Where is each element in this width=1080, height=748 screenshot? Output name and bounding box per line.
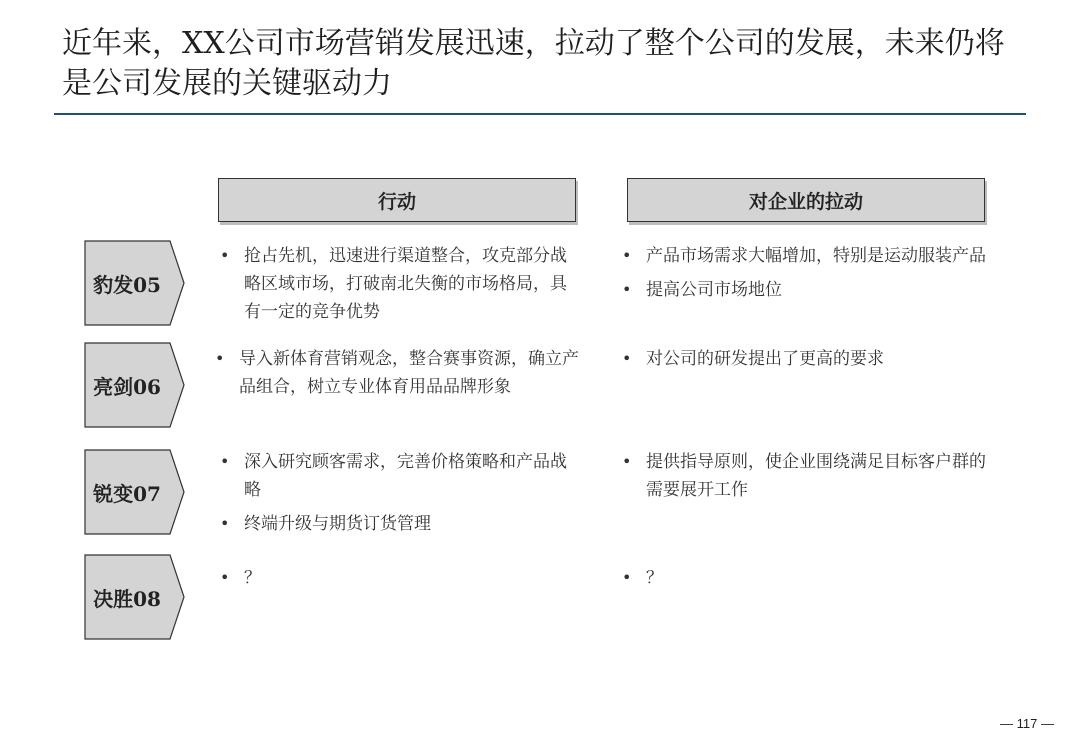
column-header-impact: 对企业的拉动 [627, 178, 985, 222]
row-label-text: 豹发05 [93, 272, 161, 297]
row-label-4 [84, 554, 186, 640]
list-item: • 提高公司市场地位 [620, 276, 1000, 304]
list-item: • 提供指导原则，使企业围绕满足目标客户群的需要展开工作 [620, 448, 1000, 504]
list-item: • 抢占先机，迅速进行渠道整合，攻克部分战略区域市场，打破南北失衡的市场格局，具有一定的竞争优势 [218, 242, 583, 326]
row-label-3 [84, 449, 186, 535]
list-item: • 深入研究顾客需求，完善价格策略和产品战略 [218, 448, 583, 504]
list-item: • 对公司的研发提出了更高的要求 [620, 345, 1000, 373]
row-1-impacts [620, 242, 1000, 310]
list-item: • ？ [218, 564, 583, 592]
list-item: • 产品市场需求大幅增加，特别是运动服装产品 [620, 242, 1000, 270]
list-item: • 导入新体育营销观念，整合赛事资源，确立产品组合，树立专业体育用品品牌形象 [213, 345, 583, 401]
row-label-1 [84, 240, 186, 326]
row-3-impacts [620, 448, 1000, 510]
list-item: • ？ [620, 564, 1000, 592]
row-label-2 [84, 342, 186, 428]
row-label-text: 亮剑06 [93, 374, 161, 399]
page-title: 近年来，XX公司市场营销发展迅速，拉动了整个公司的发展，未来仍将是公司发展的关键驱动力 [62, 26, 1005, 101]
row-2-impacts [620, 345, 1000, 379]
row-label-text: 锐变07 [93, 481, 161, 506]
row-label-text: 决胜08 [93, 586, 161, 611]
column-header-action: 行动 [218, 178, 576, 222]
row-4-impacts [620, 564, 1000, 598]
row-1-actions [218, 242, 583, 332]
title-divider [54, 113, 1026, 115]
row-2-actions [213, 345, 583, 407]
page-number: — 117 — [1000, 716, 1054, 731]
row-3-actions [218, 448, 583, 544]
list-item: • 终端升级与期货订货管理 [218, 510, 583, 538]
row-4-actions [218, 564, 583, 598]
